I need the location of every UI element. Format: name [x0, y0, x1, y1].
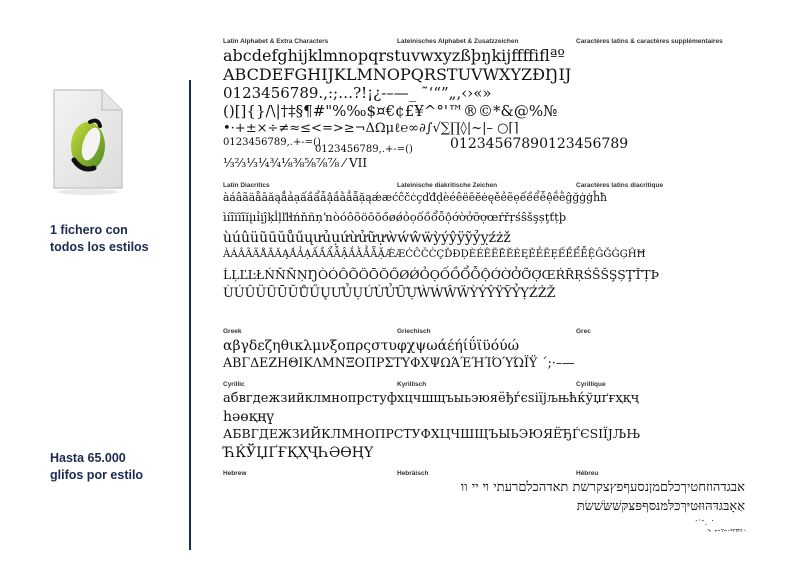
diacritics-line-5: ĹĻĽĿŁŃŇÑŅŊÒÓÔÕÖŌŎŐØǾỎỌỐỒỔỖỘỚỜỞỠỢŒŔŘŖŚŜŠŞȘŢŤȚÞ — [223, 267, 659, 282]
latin-punctuation: 0123456789.,:;…?!¡¿-–—_ ˜‘“”„‚‹›«» — [223, 84, 492, 102]
diacritics-line-3: ùúûüũūŭůűųưủụứừửữựẁẃŵẅỳýŷÿỹỷỵźżž — [223, 230, 511, 246]
latin-header-de: Lateinisches Alphabet & Zusatzzeichen — [397, 38, 519, 45]
file-caption: 1 fichero con todos los estilos — [50, 223, 149, 254]
cyrillic-header-de: Kyrillisch — [397, 381, 427, 388]
hebrew-header-fr: Hébreu — [576, 470, 599, 477]
cyrillic-lowercase-2: һәөқңү — [223, 409, 275, 425]
latin-uppercase: ABCDEFGHIJKLMNOPQRSTUVWXYZÐŊIJ — [223, 65, 572, 84]
latin-lowercase: abcdefghijklmnopqrstuvwxyzßþŋkijffffiflªº — [223, 46, 565, 65]
cyrillic-lowercase-1: абвгдежзийклмнопрстуфхцчшщъыьэюяёђѓєѕіїјљњћќўџґғҳқҷ — [223, 391, 640, 406]
diacritics-header-fr: Caractères latins diacritique — [576, 182, 664, 189]
numerals-large: 01234567890123456789 — [450, 136, 629, 152]
latin-header-en: Latin Alphabet & Extra Characters — [223, 38, 329, 45]
hebrew-marks: ֽ ְ ֱ ֲ ֳ ִ ֵ ֶ ַ ָ ֹ ֻ ּ ֿ ׁ ׂ — [696, 518, 745, 533]
numerals-small: 0123456789,.+-=() — [223, 137, 321, 148]
latin-math: •·+±×÷≠≈≤<=>≥¬ΔΩμℓ℮∞∂∫√∑∏◊|~|– ○⌈⌉ — [223, 121, 519, 136]
cyrillic-uppercase-1: АБВГДЕЖЗИЙКЛМНОПРСТУФХЦЧШЩЪЫЬЭЮЯЁЂЃЄЅІЇЈЉЊ — [223, 426, 641, 441]
glyph-count-caption: Hasta 65.000 glifos por estilo — [50, 451, 144, 482]
numerals-sub: 0123456789,.+-=() — [315, 144, 413, 155]
latin-symbols: ()[]{}/\|†‡§¶#"%‰$¤€¢£¥^°'™®©*&@%№ — [223, 102, 558, 120]
diacritics-line-6: ÙÚÛÜŨŪŬŮŰŲƯỦỤỨỪỬỮỰẀẂŴẄỲÝŶŸỸỶỴŹŻŽ — [223, 286, 556, 301]
hebrew-header-de: Hebräisch — [397, 470, 429, 477]
greek-lowercase: αβγδεζηθικλμνξοπρςστυφχψωάέήίΰϊϋόύώ — [223, 338, 520, 354]
diacritics-line-1: àáâãäåāăąǻảạấầẩẫậắằẳẵặąǽæćĉčċçďđḍèéêëēĕėęěẻẽẹếềểễệḗḕĝğġģĥħ — [223, 191, 608, 204]
hebrew-line-2: אַאָבּגּדּהּוּזּטּיּךּכּלּמּנּסּףּפּצּקּשּׁשּׂשׁשׂתּ — [576, 499, 745, 514]
greek-header-en: Greek — [223, 328, 242, 335]
hebrew-line-1: אבגדהוזחטיךכלםמןנסעףפץצקרשת תאדהכלםרעתי ױ יי וו — [460, 480, 745, 495]
divider — [189, 80, 191, 550]
cyrillic-header-en: Cyrillic — [223, 381, 245, 388]
hebrew-header-en: Hebrew — [223, 470, 247, 477]
diacritics-header-de: Lateinische diakritische Zeichen — [397, 182, 498, 189]
diacritics-line-2: ìíîïĩīĭįıỉịĵķĺļľŀłńňñņŉòóôõöōŏőøǿỏọốồổỗộớờởỡợœŕřŗśŝšşșţťțþ — [223, 210, 567, 224]
font-file-icon — [52, 88, 124, 196]
diacritics-line-4: ÀÁÂÃÄÅĀĂĄǺẢẠẤẦẨẪẬẮẰẲẴẶǼÆĆĈČĊÇĎĐḌÈÉÊËĒĔĖĘĚẺẼẸẾỀỂỄỆĜĞĠĢĤĦ — [223, 249, 646, 260]
latin-header-fr: Caractères latins & caractères supplémentaires — [576, 38, 723, 45]
greek-header-fr: Grec — [576, 328, 591, 335]
cyrillic-uppercase-2: ЋЌЎЏҐҒҚҲҶҺӘӨҢҮ — [223, 445, 374, 461]
greek-header-de: Griechisch — [397, 328, 431, 335]
greek-uppercase: ΑΒΓΔΕΖΗΘΙΚΛΜΝΞΟΠΡΣΤΥΦΧΨΩΆΈΉΊΌΎΏΪΫ ΄;·–— — [223, 355, 575, 370]
fractions: ⅓⅔⅓¼¾⅛⅜⅝⅞⅞ ⁄ VII — [223, 156, 368, 170]
diacritics-header-en: Latin Diacritics — [223, 182, 270, 189]
cyrillic-header-fr: Cyrillique — [576, 381, 606, 388]
